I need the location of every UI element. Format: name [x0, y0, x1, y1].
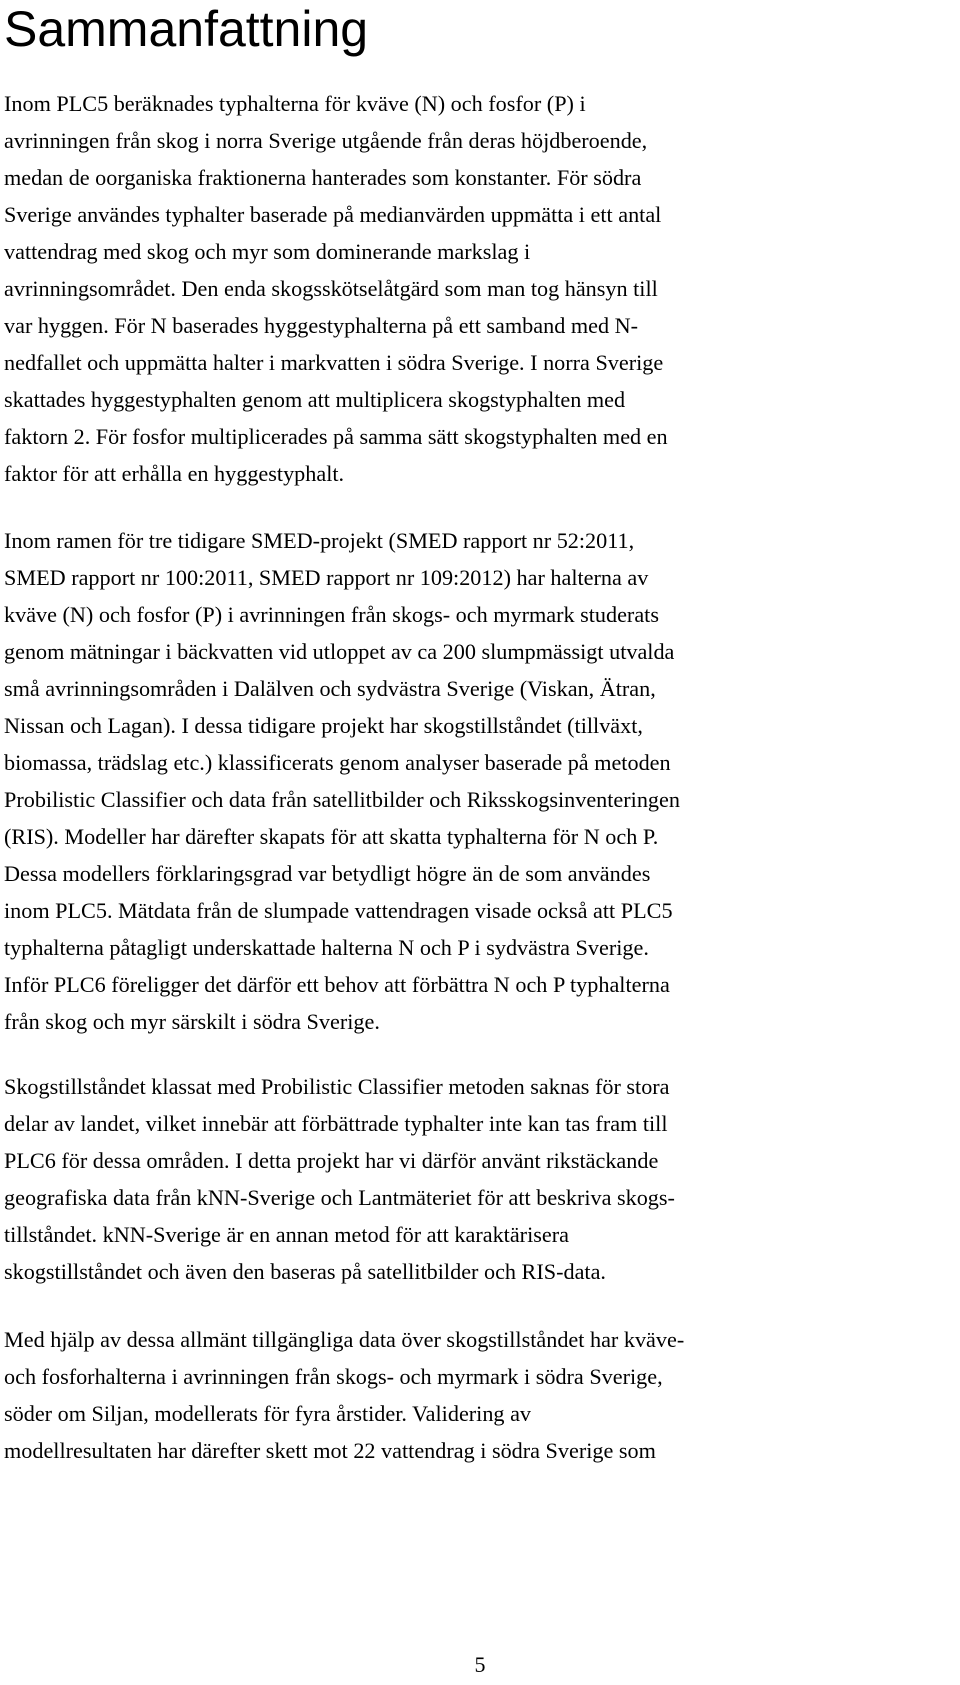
text-line: skogstillståndet och även den baseras på satellitbilder och RIS-data. [4, 1259, 606, 1284]
text-line: delar av landet, vilket innebär att förbättrade typhalter inte kan tas fram till [4, 1111, 668, 1136]
text-line: och fosforhalterna i avrinningen från skogs- och myrmark i södra Sverige, [4, 1364, 663, 1389]
text-line: PLC6 för dessa områden. I detta projekt har vi därför använt rikstäckande [4, 1148, 659, 1173]
text-line: Inför PLC6 föreligger det därför ett behov att förbättra N och P typhalterna [4, 972, 670, 997]
text-line: kväve (N) och fosfor (P) i avrinningen från skogs- och myrmark studerats [4, 602, 659, 627]
text-line: medan de oorganiska fraktionerna hanterades som konstanter. För södra [4, 165, 642, 190]
paragraph-3 [4, 1068, 956, 1290]
text-line: söder om Siljan, modellerats för fyra årstider. Validering av [4, 1401, 532, 1426]
text-line: skattades hyggestyphalten genom att multiplicera skogstyphalten med [4, 387, 626, 412]
text-line: Dessa modellers förklaringsgrad var betydligt högre än de som användes [4, 861, 651, 886]
text-line: typhalterna påtagligt underskattade halterna N och P i sydvästra Sverige. [4, 935, 649, 960]
text-line: tillståndet. kNN-Sverige är en annan metod för att karaktärisera [4, 1222, 569, 1247]
text-line: faktorn 2. För fosfor multiplicerades på samma sätt skogstyphalten med en [4, 424, 668, 449]
paragraph-2 [4, 522, 956, 1040]
text-line: geografiska data från kNN-Sverige och Lantmäteriet för att beskriva skogs- [4, 1185, 675, 1210]
text-line: vattendrag med skog och myr som dominerande markslag i [4, 239, 531, 264]
text-line: Probilistic Classifier och data från satellitbilder och Riksskogsinventeringen [4, 787, 680, 812]
text-line: avrinningen från skog i norra Sverige utgående från deras höjdberoende, [4, 128, 648, 153]
text-line: faktor för att erhålla en hyggestyphalt. [4, 461, 345, 486]
text-line: från skog och myr särskilt i södra Sverige. [4, 1009, 380, 1034]
text-line: var hyggen. För N baserades hyggestyphalterna på ett samband med N- [4, 313, 639, 338]
text-line: avrinningsområdet. Den enda skogsskötselåtgärd som man tog hänsyn till [4, 276, 658, 301]
text-line: Inom ramen för tre tidigare SMED-projekt (SMED rapport nr 52:2011, [4, 528, 635, 553]
text-line: Inom PLC5 beräknades typhalterna för kväve (N) och fosfor (P) i [4, 91, 586, 116]
text-line: Med hjälp av dessa allmänt tillgängliga data över skogstillståndet har kväve- [4, 1327, 685, 1352]
page-title: Sammanfattning [4, 1, 369, 57]
text-line: modellresultaten har därefter skett mot 22 vattendrag i södra Sverige som [4, 1438, 656, 1463]
text-line: Skogstillståndet klassat med Probilistic Classifier metoden saknas för stora [4, 1074, 670, 1099]
text-line: Nissan och Lagan). I dessa tidigare projekt har skogstillståndet (tillväxt, [4, 713, 643, 738]
text-line: genom mätningar i bäckvatten vid utloppet av ca 200 slumpmässigt utvalda [4, 639, 675, 664]
paragraph-4 [4, 1321, 956, 1469]
page-number: 5 [474, 1652, 486, 1677]
text-line: inom PLC5. Mätdata från de slumpade vattendragen visade också att PLC5 [4, 898, 673, 923]
text-line: nedfallet och uppmätta halter i markvatten i södra Sverige. I norra Sverige [4, 350, 664, 375]
text-line: Sverige användes typhalter baserade på medianvärden uppmätta i ett antal [4, 202, 662, 227]
paragraph-1 [4, 85, 956, 492]
text-line: SMED rapport nr 100:2011, SMED rapport nr 109:2012) har halterna av [4, 565, 649, 590]
text-line: små avrinningsområden i Dalälven och sydvästra Sverige (Viskan, Ätran, [4, 676, 656, 701]
text-line: (RIS). Modeller har därefter skapats för att skatta typhalterna för N och P. [4, 824, 659, 849]
text-line: biomassa, trädslag etc.) klassificerats genom analyser baserade på metoden [4, 750, 671, 775]
